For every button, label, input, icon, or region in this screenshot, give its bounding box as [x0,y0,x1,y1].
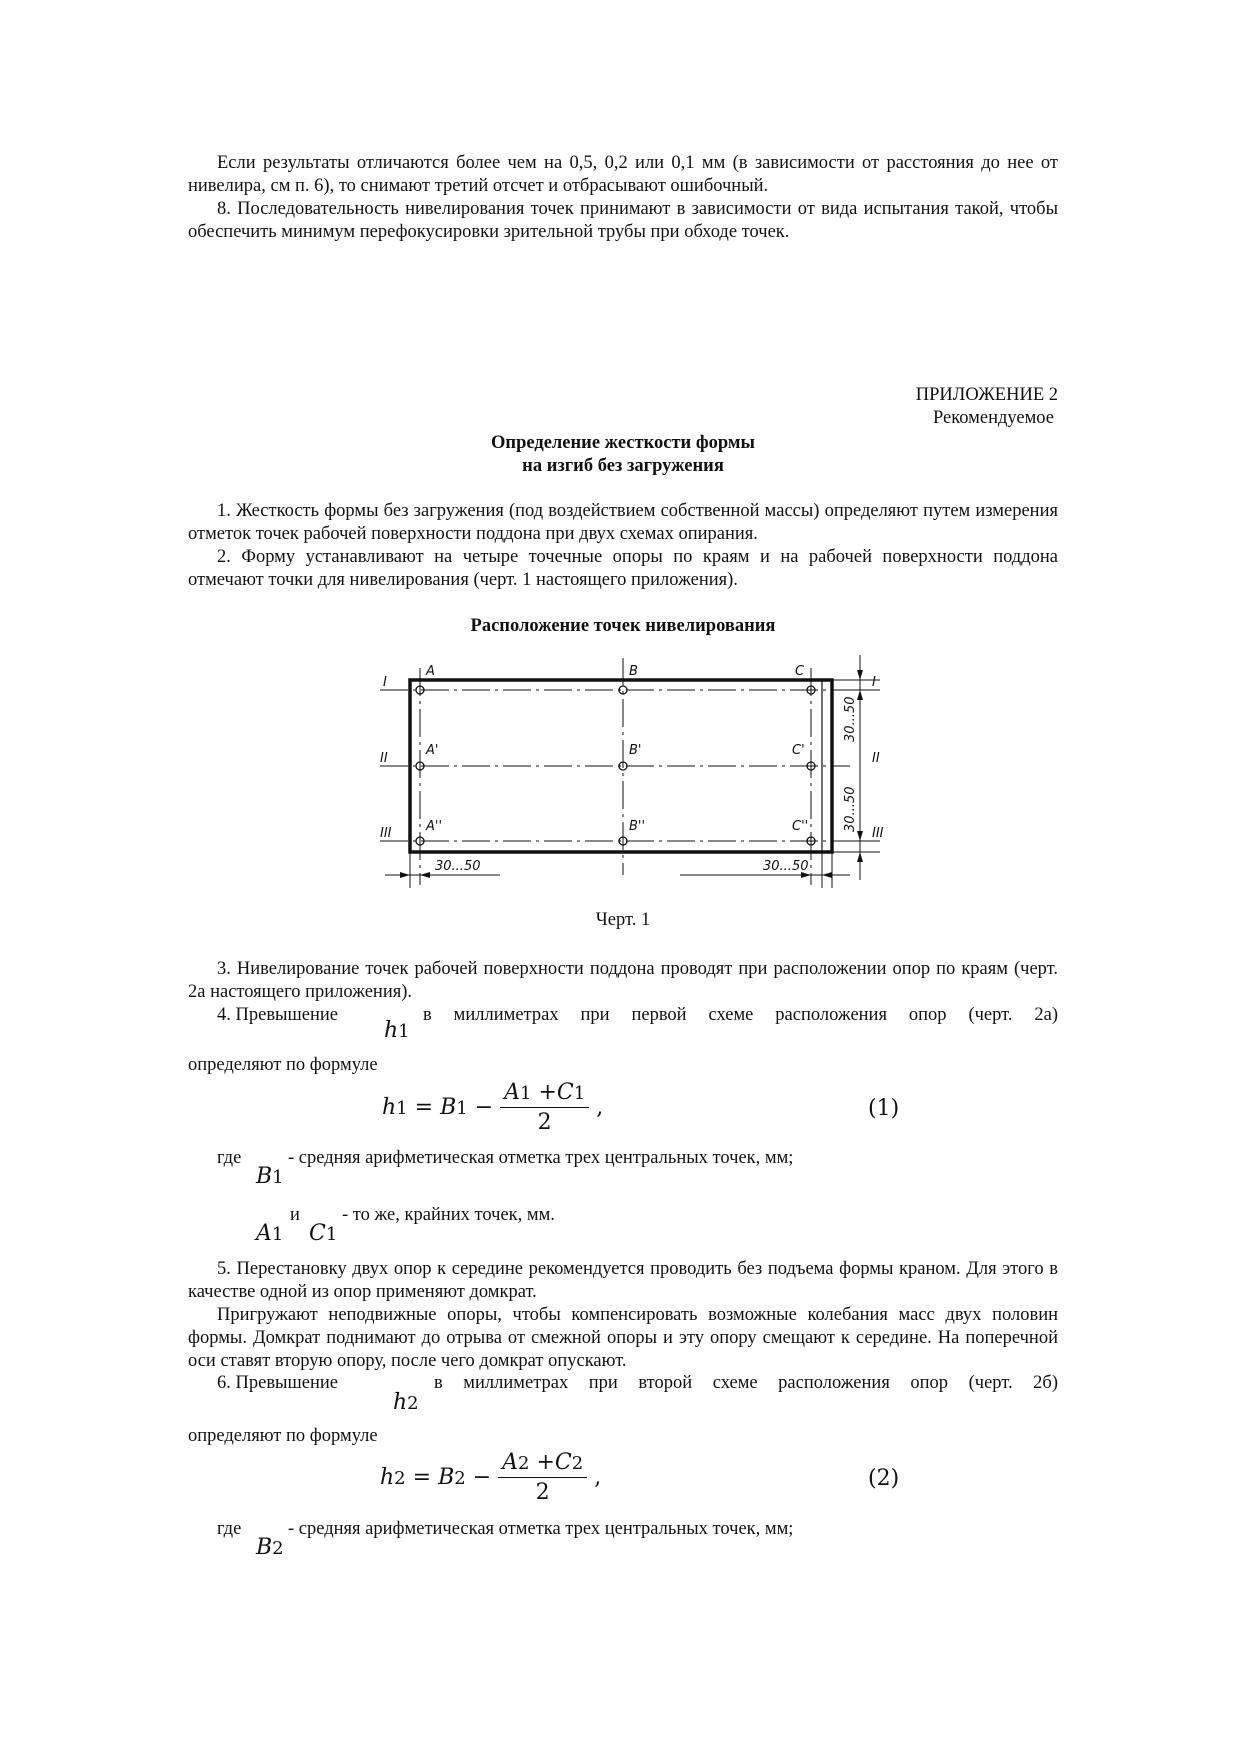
symbol-c1: C1 [309,1221,338,1246]
row-label-right-3: III [872,826,884,841]
paragraph-5b: Пригружают неподвижные опоры, чтобы компенсировать возможные колебания масс двух половин формы. Домкрат поднимают до отрыва от смежной опоры и эту опору смещают к середине. На поперечной оси ставят вторую опору, после чего домкрат опускают. [188,1305,1058,1371]
row-label-1: I [383,675,387,690]
figure-title: Расположение точек нивелирования [470,616,776,636]
row-label-right-1: I [872,675,876,690]
point-label-a: A [426,664,435,679]
point-label-a-prime: A' [426,743,439,758]
formula-2: h2 = B2 − $\frac{A2 +C2}{2}$ , [380,1450,602,1505]
point-label-b-prime: B' [629,743,642,758]
row-label-3: III [380,826,392,841]
dim-bottom-left: 30...50 [435,859,481,874]
dim-bottom-right: 30...50 [763,859,809,874]
paragraph-4-start: 4. Превышение [217,1005,338,1025]
formula-1-number: (1) [868,1096,900,1121]
paragraph-4-end: в миллиметрах при первой схеме расположения опор (черт. 2а) [423,1005,1058,1025]
paragraph-5: 5. Перестановку двух опор к середине рекомендуется проводить без подъема формы краном. Для этого в качестве одной из опор применяют домкрат. [188,1259,1058,1302]
where-1-label: где [217,1148,242,1168]
symbol-a1: A1 [256,1221,284,1246]
point-label-c-double: C'' [792,819,809,834]
formula-intro-1: определяют по формуле [188,1055,378,1075]
point-label-b-double: B'' [629,819,646,834]
formula-1: h1 = B1 − $\frac{A1 +C1}{2}$ , [382,1080,604,1135]
paragraph-top-1: Если результаты отличаются более чем на 0,5, 0,2 или 0,1 мм (в зависимости от расстояния до нее от нивелира, см п. 6), то снимают третий отсчет и отбрасывают ошибочный. [188,153,1058,196]
symbol-b1: B1 [256,1164,284,1189]
point-label-a-double: A'' [426,819,443,834]
paragraph-2: 2. Форму устанавливают на четыре точечные опоры по краям и на рабочей поверхности поддона отмечают точки для нивелирования (черт. 1 настоящего приложения). [188,547,1058,590]
paragraph-top-2: 8. Последовательность нивелирования точек принимают в зависимости от вида испытания такой, чтобы обеспечить минимум перефокусировки зрительной трубы при обходе точек. [188,199,1058,242]
figure-caption: Черт. 1 [595,910,651,930]
where-2-label: где [217,1519,242,1539]
formula-intro-2: определяют по формуле [188,1426,378,1446]
dim-right-bottom: 30...50 [843,786,858,832]
section-title-line-1: Определение жесткости формы [491,433,755,453]
paragraph-3: 3. Нивелирование точек рабочей поверхности поддона проводят при расположении опор по краям (черт. 2а настоящего приложения). [188,959,1058,1002]
appendix-label: ПРИЛОЖЕНИЕ 2 [915,385,1058,405]
formula-2-number: (2) [868,1466,900,1491]
appendix-status: Рекомендуемое [932,408,1054,428]
symbol-h1: h1 [384,1018,410,1043]
row-label-right-2: II [872,751,880,766]
leveling-points-diagram [380,650,900,900]
point-label-b: B [629,664,638,679]
paragraph-6-end: в миллиметрах при второй схеме расположения опор (черт. 2б) [434,1373,1058,1393]
symbol-b2: B2 [256,1535,284,1560]
paragraph-1: 1. Жесткость формы без загружения (под воздействием собственной массы) определяют путем измерения отметок точек рабочей поверхности поддона при двух схемах опирания. [188,501,1058,544]
point-label-c-prime: C' [792,743,805,758]
paragraph-6-start: 6. Превышение [217,1373,338,1393]
row-label-2: II [380,751,388,766]
section-title-line-2: на изгиб без загружения [522,456,724,476]
where-1-text: - средняя арифметическая отметка трех центральных точек, мм; [288,1148,794,1168]
point-label-c: C [795,664,805,679]
dim-right-top: 30...50 [843,696,858,742]
where-1-text-2: - то же, крайних точек, мм. [342,1205,555,1225]
symbol-h2: h2 [393,1390,419,1415]
where-1-and: и [290,1205,300,1225]
where-2-text: - средняя арифметическая отметка трех центральных точек, мм; [288,1519,794,1539]
